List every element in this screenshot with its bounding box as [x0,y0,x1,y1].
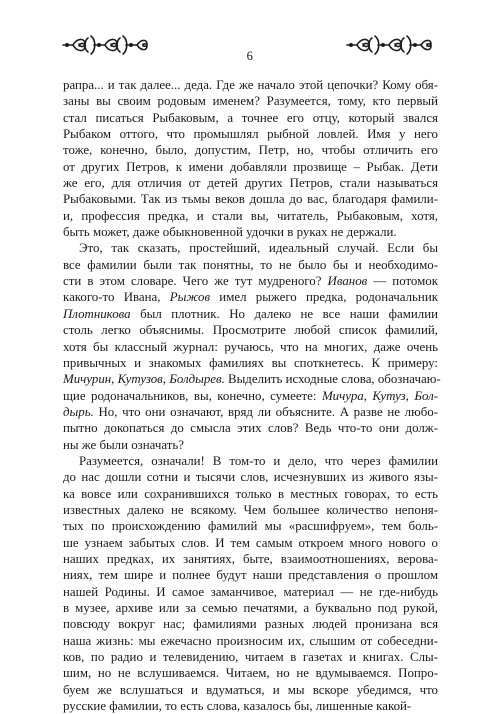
text-run: ше узнаем забытых слов. И тем самым откроем много нового о [63,535,438,550]
body-text [63,77,441,714]
text-line [63,633,438,649]
text-run: от других Петров, к имени добавляли прозвище – Рыбак. Дети [63,159,438,174]
text-run: наша жизнь: мы ежечасно произносим их, слышим от собеседни- [63,633,438,648]
text-run: ны же были означать? [63,437,184,452]
text-run: тых по происхождению фамилий мы «расшифруем», тем боль- [63,519,438,534]
italic-surname: Иванов [327,274,368,289]
text-run: повсюду вокруг нас; фамилиями разных людей пронизана вся [63,617,438,632]
text-run: Выделить исходные слова, обозначаю- [224,372,441,387]
text-run: и, профессия предка, и стали вы, читатель, Рыбаковым, хотя, [63,208,438,223]
paragraph [63,240,441,452]
scroll-flourish-icon [345,34,438,56]
text-line [63,420,438,436]
text-line [63,551,438,567]
text-line [63,126,438,142]
text-run: заны вы своим родовым именем? Разумеется, тому, кто первый [63,94,438,109]
text-run: ков, по радио и телевидению, читаем в газетах и книгах. Слы- [63,650,438,665]
text-run: пытно докопаться до смысла этих слов? Ведь что-то они долж- [63,421,438,436]
text-run: — потомок [367,274,439,289]
text-run: имел рыжего предка, родоначальник [210,290,438,305]
text-line [63,159,438,175]
text-run: Рыбаковыми. Так из тьмы веков дошла до вас, благодаря фамили- [63,192,438,207]
text-run: буем же вслушаться и вдуматься, и мы вскоре убедимся, что [63,682,438,697]
text-line [63,486,438,502]
text-line [63,437,438,453]
text-run: шим, но не вслушиваемся. Читаем, но не вдумываемся. Попро- [63,666,438,681]
text-line [63,322,438,338]
text-run: хотя бы классный журнал: ручаюсь, что на многих, даже очень [63,339,438,354]
text-run: русские фамилии, то есть слова, казалось бы, лишенные какой- [63,699,412,714]
text-line [63,584,438,600]
text-run: же его, для отличия от детей других Петров, стали называться [63,176,438,191]
text-run: все фамилии были так понятны, то не было бы и необходимо- [63,257,438,272]
text-line [63,665,438,681]
header-ornament-right [345,34,438,56]
text-run: Разумеется, означали! В том-то и дело, что через фамилии [79,453,438,468]
text-line [63,93,438,109]
paragraph [63,77,438,240]
text-run: сти в этом словаре. Чего же тут мудреного? [63,274,328,289]
italic-surname: Рыжов [169,290,211,305]
text-run: известных далеко не всякому. Чем большее количество непоня- [63,502,438,517]
text-line [63,355,438,371]
text-run: Рыбаком оттого, что промышлял рыбной ловлей. Имя у него [63,127,438,142]
text-line [63,453,438,469]
text-line [63,208,438,224]
text-line [63,567,438,583]
italic-surname: Мичурин, Кутузов, Болдырев. [63,372,225,387]
text-run: стал писаться Рыбаковым, а точнее его отцу, который звался [63,110,438,125]
text-run: Но, что они означают, вряд ли объясните. А разве не любо- [93,404,438,419]
italic-surname: Мичура, Кутуз, Бол- [321,388,438,403]
text-line [63,110,438,126]
text-line [63,273,438,289]
text-line [63,388,438,404]
italic-surname: Плотникова [63,306,131,321]
text-line [63,535,438,551]
text-line [63,404,438,420]
text-run: ка вовсе или сохранившихся только в местных говорах, то есть [63,486,438,501]
text-run: наших предках, их занятиях, быте, взаимоотношениях, верова- [63,551,438,566]
text-line [63,257,438,273]
page-number: 6 [246,49,254,63]
text-line [63,502,438,518]
text-line [63,175,438,191]
paragraph [63,453,438,714]
text-line [63,289,438,305]
text-line [63,616,438,632]
text-run: до нас дошли сотни и тысячи слов, исчезнувших из живого язы- [63,470,438,485]
text-line [63,339,438,355]
text-line [63,649,438,665]
text-run: щие родоначальников, вы, конечно, сумеете: [63,388,322,403]
text-run: Это, так сказать, простейший, идеальный случай. Если бы [79,241,438,256]
text-run: какого-то Ивана, [63,290,170,305]
text-line [63,224,438,240]
text-line [63,142,438,158]
text-run: нашей Родины. И самое заманчивое, материал — не где-нибудь [63,584,438,599]
text-run: ниях, тем шире и полнее будут наши представления о прошлом [63,568,438,583]
text-run: рапра... и так далее... деда. Где же начало этой цепочки? Кому обя- [63,78,438,92]
text-run: был плотник. Но далеко не все наши фамилии [130,306,438,321]
text-run: столь легко объяснимы. Просмотрите любой список фамилий, [63,323,438,338]
text-line [63,600,438,616]
text-run: в музее, архиве или за семью печатями, а буквально под рукой, [63,601,438,615]
text-line [63,682,438,698]
text-line [63,240,438,256]
text-run: быть может, даже обыкновенной удочки в руках не держали. [63,225,397,240]
text-run: тоже, конечно, было, допустим, Петр, но, чтобы отличить его [63,143,438,158]
text-line [63,518,438,534]
text-line [63,77,438,93]
text-line [63,469,438,485]
text-line [63,306,438,322]
italic-surname: дырь. [63,404,94,419]
text-line [63,191,438,207]
text-line [63,371,441,387]
text-line [63,698,438,714]
text-run: привычных и знакомых фамилиях вы споткнетесь. К примеру: [63,355,438,370]
